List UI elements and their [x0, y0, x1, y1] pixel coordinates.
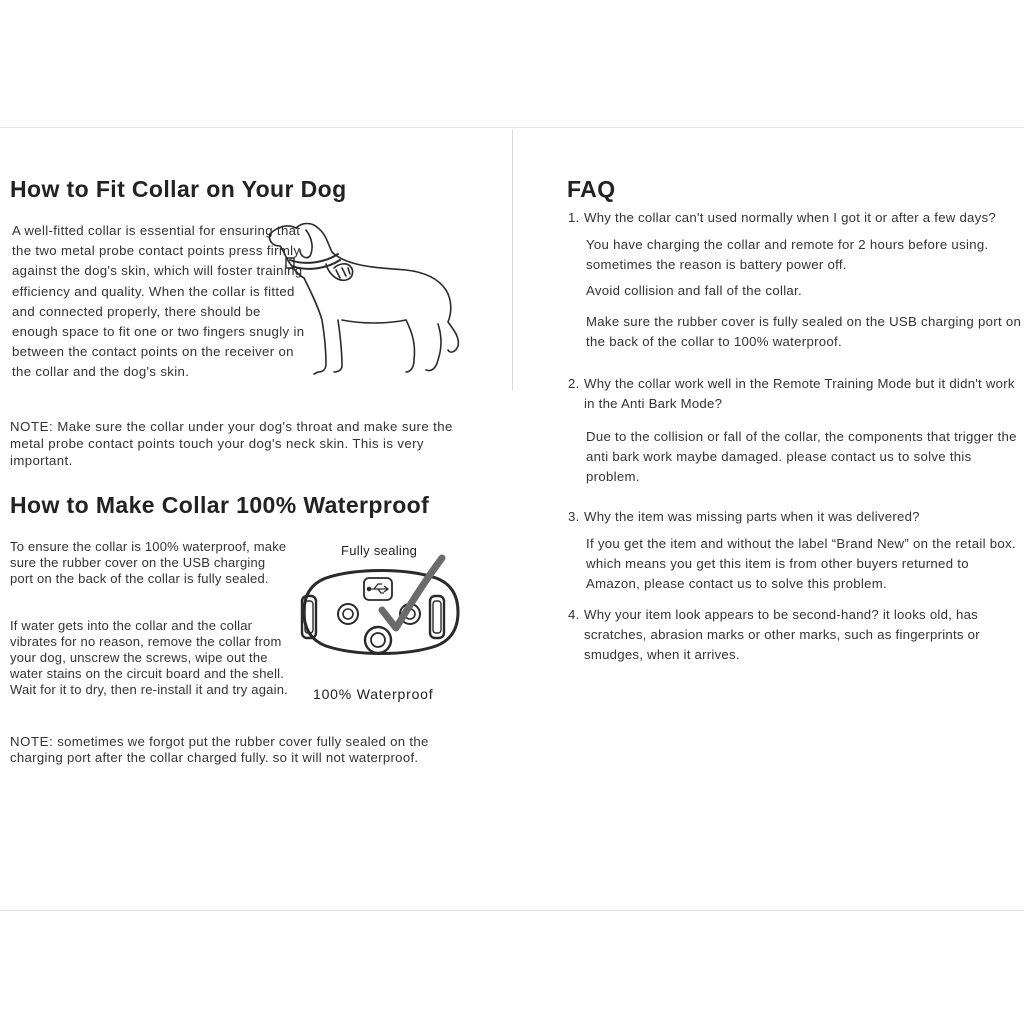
column-divider: [512, 130, 513, 390]
waterproof-para-1: To ensure the collar is 100% waterproof, make sure the rubber cover on the USB charging port on the back of the collar is fully sealed.: [10, 539, 287, 586]
dog-with-collar-icon: [266, 220, 466, 380]
waterproof-section-title: How to Make Collar 100% Waterproof: [10, 492, 430, 518]
faq-answer-2: Due to the collision or fall of the collar, the components that trigger the anti bark work maybe damaged. please contact us to solve this problem.: [586, 429, 1017, 484]
waterproof-label: 100% Waterproof: [313, 686, 434, 702]
faq-question-1: [568, 208, 1022, 228]
note-label: NOTE:: [10, 419, 54, 434]
faq-question-text: Why the collar work well in the Remote Training Mode but it didn't work in the Anti Bark Mode?: [584, 376, 1015, 411]
faq-answer-3: If you get the item and without the label “Brand New” on the retail box. which means you get this item is from other buyers returned to Amazon, please contact us to solve this problem.: [586, 536, 1016, 591]
faq-answer-1c: Make sure the rubber cover is fully sealed on the USB charging port on the back of the collar to 100% waterproof.: [586, 314, 1022, 349]
waterproof-note: [10, 734, 470, 766]
faq-number: 3.: [568, 509, 580, 524]
faq-question-text: Why the collar can't used normally when I got it or after a few days?: [584, 210, 996, 225]
faq-question-3: [568, 507, 1022, 527]
waterproof-para-2: If water gets into the collar and the collar vibrates for no reason, remove the collar from your dog, unscrew the screws, wipe out the water stains on the circuit board and the shell. Wait for it to dry, then re-install it and try again.: [10, 618, 288, 697]
faq-answer-1b: Avoid collision and fall of the collar.: [586, 283, 802, 298]
fully-sealing-label: Fully sealing: [341, 543, 418, 558]
faq-question-text: Why your item look appears to be second-hand? it looks old, has scratches, abrasion marks or other marks, such as fingerprints or smudges, when it arrives.: [584, 607, 980, 662]
faq-question-2: [568, 374, 1022, 414]
faq-question-text: Why the item was missing parts when it was delivered?: [584, 509, 920, 524]
note-text: Make sure the collar under your dog's throat and make sure the metal probe contact points touch your dog's neck skin. This is very important.: [10, 419, 453, 468]
note-text: sometimes we forgot put the rubber cover fully sealed on the charging port after the collar charged fully. so it will not waterproof.: [10, 734, 429, 765]
faq-question-4: [568, 605, 1022, 665]
faq-title: FAQ: [567, 176, 616, 202]
fit-section-note: [10, 418, 470, 469]
faq-answer-1a: You have charging the collar and remote for 2 hours before using. sometimes the reason is battery power off.: [586, 237, 989, 272]
usb-icon: [367, 584, 388, 593]
top-divider: [0, 127, 1024, 128]
faq-number: 4.: [568, 607, 580, 622]
faq-number: 2.: [568, 376, 580, 391]
fit-section-title: How to Fit Collar on Your Dog: [10, 176, 347, 202]
collar-back-waterproof-icon: [296, 552, 466, 672]
fit-section-body: A well-fitted collar is essential for ensuring that the two metal probe contact points press firmly against the dog's skin, which will foster training efficiency and quality. When the collar is fitted and connected properly, there should be enough space to fit one or two fingers snugly in between the contact points on the receiver on the collar and the dog's skin.: [12, 223, 305, 380]
bottom-divider: [0, 910, 1024, 911]
faq-number: 1.: [568, 210, 580, 225]
note-label: NOTE:: [10, 734, 54, 749]
